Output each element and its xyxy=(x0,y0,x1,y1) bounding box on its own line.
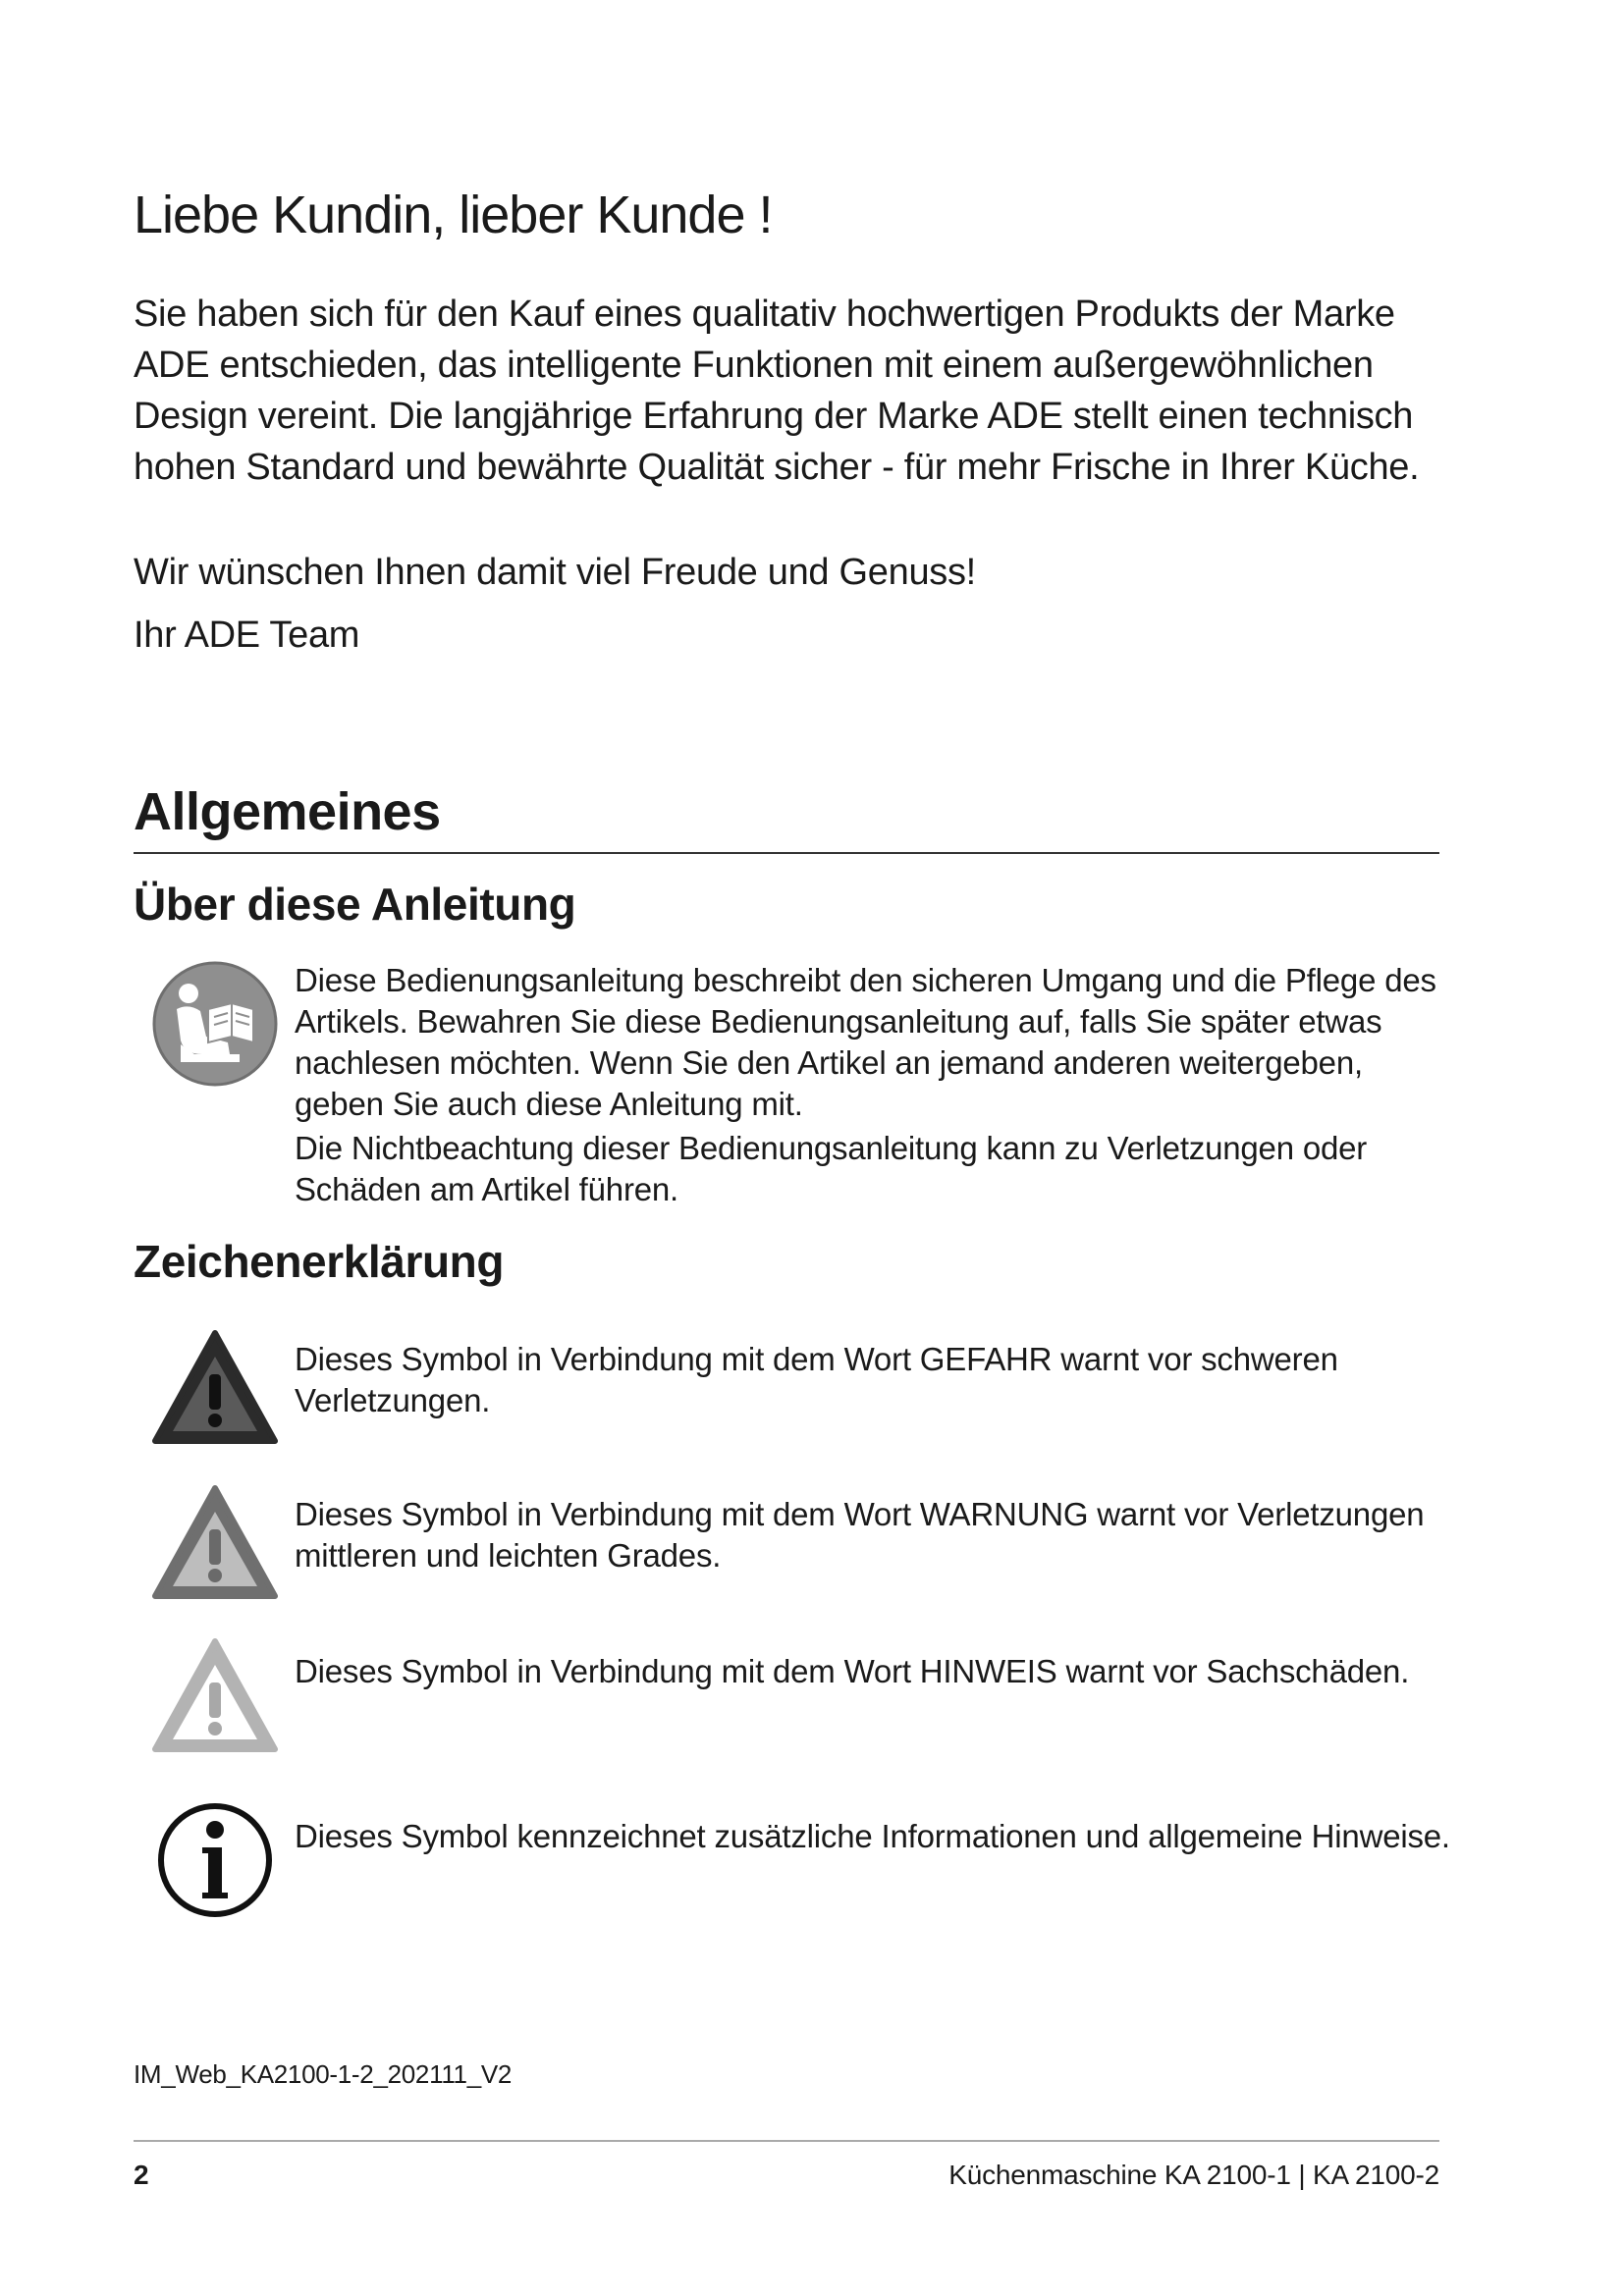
subsection-title-about: Über diese Anleitung xyxy=(134,879,576,930)
section-divider xyxy=(134,852,1439,854)
document-id: IM_Web_KA2100-1-2_202111_V2 xyxy=(134,2059,513,2089)
legend-danger-text: Dieses Symbol in Verbindung mit dem Wort GEFAHR warnt vor schweren Verletzungen. xyxy=(295,1341,1338,1418)
footer-divider xyxy=(134,2140,1439,2142)
section-title-general: Allgemeines xyxy=(134,782,441,841)
about-paragraph-1: Diese Bedienungsanleitung beschreibt den sicheren Umgang und die Pflege des Artikels. Bewahren Sie diese Bedienungsanleitung auf, falls Sie später etwas nachlesen möchten. Wenn Sie den Artikel an jemand anderen weitergeben, geben Sie auch diese Anleitung mit. xyxy=(295,962,1436,1122)
notice-icon xyxy=(151,1635,279,1763)
subsection-title-legend: Zeichenerklärung xyxy=(134,1236,505,1287)
greeting-intro: Sie haben sich für den Kauf eines qualitativ hochwertigen Produkts der Marke ADE entschieden, das intelligente Funktionen mit einem außergewöhnlichen Design vereint. Die langjährige Erfahrung der Marke ADE stellt einen technisch hohen Standard und bewährte Qualität sicher - für mehr Frische in Ihrer Küche. xyxy=(134,294,1420,488)
danger-warning-icon xyxy=(151,1327,279,1455)
legend-warning-text: Dieses Symbol in Verbindung mit dem Wort WARNUNG warnt vor Verletzungen mittleren und leichten Grades. xyxy=(295,1496,1425,1574)
page-number: 2 xyxy=(134,2160,149,2190)
greeting-title: Liebe Kundin, lieber Kunde ! xyxy=(134,186,773,244)
greeting-signature: Ihr ADE Team xyxy=(134,614,360,656)
about-paragraph-2: Die Nichtbeachtung dieser Bedienungsanleitung kann zu Verletzungen oder Schäden am Artikel führen. xyxy=(295,1130,1368,1207)
greeting-wish: Wir wünschen Ihnen damit viel Freude und Genuss! xyxy=(134,552,976,593)
warning-icon xyxy=(151,1482,279,1610)
info-icon xyxy=(151,1796,279,1924)
legend-notice-text: Dieses Symbol in Verbindung mit dem Wort HINWEIS warnt vor Sachschäden. xyxy=(295,1653,1410,1689)
footer-product-name: Küchenmaschine KA 2100-1 | KA 2100-2 xyxy=(948,2160,1439,2190)
legend-info-text: Dieses Symbol kennzeichnet zusätzliche Informationen und allgemeine Hinweise. xyxy=(295,1818,1450,1854)
read-manual-icon xyxy=(151,960,279,1088)
